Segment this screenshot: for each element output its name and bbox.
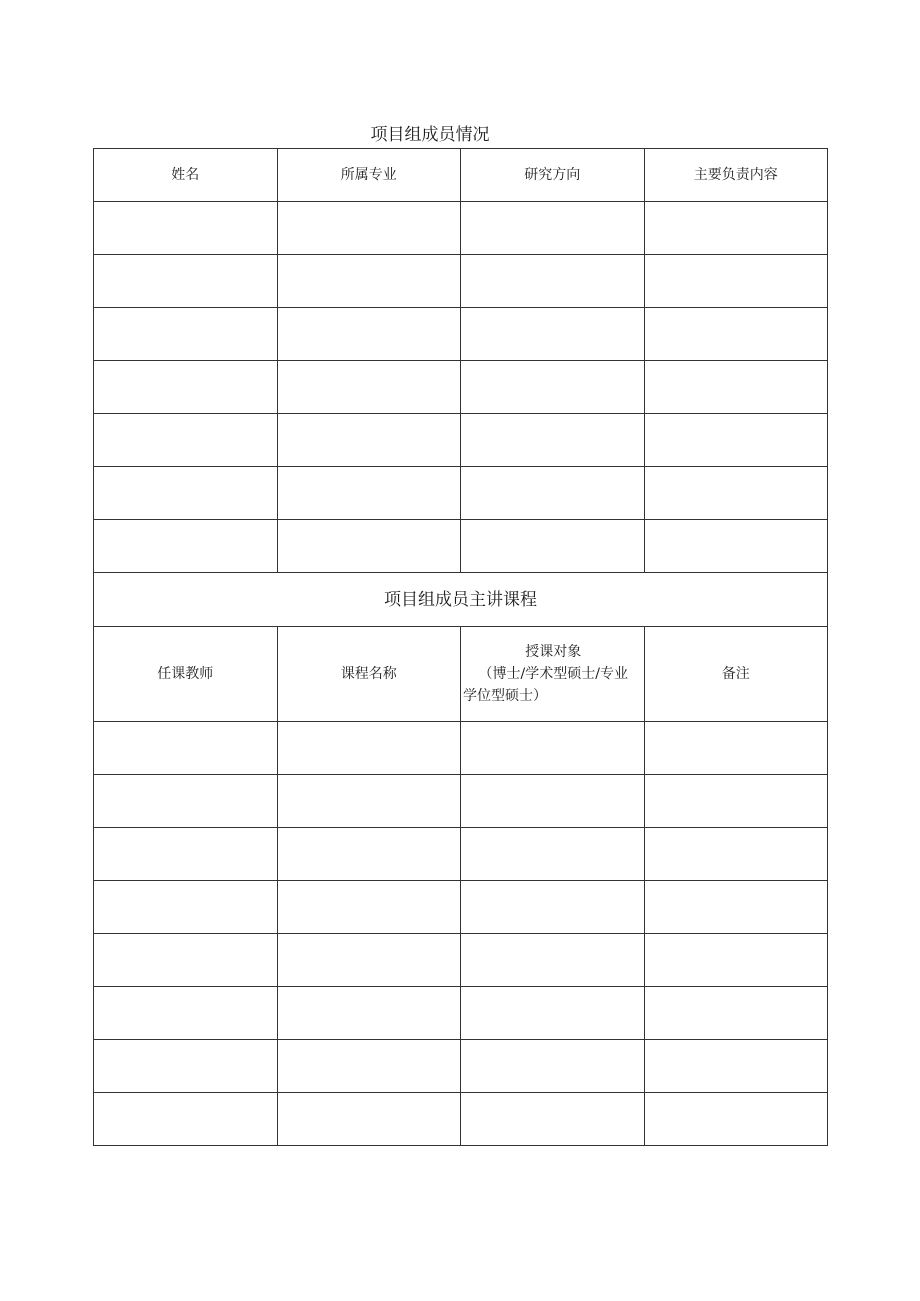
member-name-cell[interactable] <box>94 255 278 308</box>
member-major-cell[interactable] <box>277 467 461 520</box>
course-name-cell[interactable] <box>277 881 461 934</box>
member-research-cell[interactable] <box>461 308 645 361</box>
table-row <box>94 414 828 467</box>
member-major-cell[interactable] <box>277 520 461 573</box>
course-audience-cell[interactable] <box>461 722 645 775</box>
header-name: 姓名 <box>94 149 278 202</box>
member-responsibility-cell[interactable] <box>644 414 828 467</box>
header-research-direction: 研究方向 <box>461 149 645 202</box>
course-audience-cell[interactable] <box>461 1093 645 1146</box>
table-row <box>94 881 828 934</box>
member-responsibility-cell[interactable] <box>644 202 828 255</box>
courses-section-title: 项目组成员主讲课程 <box>94 573 828 627</box>
course-audience-cell[interactable] <box>461 1040 645 1093</box>
course-remarks-cell[interactable] <box>644 1040 828 1093</box>
member-major-cell[interactable] <box>277 308 461 361</box>
header-teacher: 任课教师 <box>94 627 278 722</box>
member-research-cell[interactable] <box>461 361 645 414</box>
course-teacher-cell[interactable] <box>94 775 278 828</box>
member-research-cell[interactable] <box>461 467 645 520</box>
table-row <box>94 934 828 987</box>
table-row <box>94 520 828 573</box>
member-research-cell[interactable] <box>461 414 645 467</box>
course-name-cell[interactable] <box>277 775 461 828</box>
audience-note-line2: 学位型硕士） <box>463 688 547 704</box>
member-responsibility-cell[interactable] <box>644 255 828 308</box>
member-name-cell[interactable] <box>94 414 278 467</box>
member-responsibility-cell[interactable] <box>644 361 828 414</box>
course-teacher-cell[interactable] <box>94 987 278 1040</box>
table-row <box>94 828 828 881</box>
member-research-cell[interactable] <box>461 202 645 255</box>
member-research-cell[interactable] <box>461 255 645 308</box>
course-remarks-cell[interactable] <box>644 934 828 987</box>
course-audience-cell[interactable] <box>461 828 645 881</box>
course-remarks-cell[interactable] <box>644 775 828 828</box>
course-remarks-cell[interactable] <box>644 1093 828 1146</box>
table-row <box>94 1093 828 1146</box>
table-row <box>94 308 828 361</box>
member-name-cell[interactable] <box>94 361 278 414</box>
member-major-cell[interactable] <box>277 414 461 467</box>
header-course-name: 课程名称 <box>277 627 461 722</box>
course-teacher-cell[interactable] <box>94 934 278 987</box>
course-audience-cell[interactable] <box>461 775 645 828</box>
member-major-cell[interactable] <box>277 361 461 414</box>
courses-header-row <box>94 627 828 722</box>
header-major: 所属专业 <box>277 149 461 202</box>
member-major-cell[interactable] <box>277 202 461 255</box>
member-name-cell[interactable] <box>94 308 278 361</box>
course-audience-cell[interactable] <box>461 987 645 1040</box>
members-header-row <box>94 149 828 202</box>
header-audience <box>461 627 645 722</box>
member-research-cell[interactable] <box>461 520 645 573</box>
course-remarks-cell[interactable] <box>644 987 828 1040</box>
course-teacher-cell[interactable] <box>94 722 278 775</box>
course-name-cell[interactable] <box>277 987 461 1040</box>
header-remarks: 备注 <box>644 627 828 722</box>
course-name-cell[interactable] <box>277 1093 461 1146</box>
member-name-cell[interactable] <box>94 520 278 573</box>
course-name-cell[interactable] <box>277 934 461 987</box>
header-responsibility: 主要负责内容 <box>644 149 828 202</box>
table-row <box>94 467 828 520</box>
table-row <box>94 361 828 414</box>
table-row <box>94 202 828 255</box>
audience-note-line1: （博士/学术型硕士/专业 <box>478 666 628 682</box>
course-remarks-cell[interactable] <box>644 722 828 775</box>
table-row <box>94 722 828 775</box>
course-name-cell[interactable] <box>277 722 461 775</box>
table-row <box>94 987 828 1040</box>
audience-header-label: 授课对象 <box>525 644 582 660</box>
table-row <box>94 1040 828 1093</box>
course-name-cell[interactable] <box>277 1040 461 1093</box>
member-name-cell[interactable] <box>94 467 278 520</box>
members-and-courses-table <box>93 148 828 1146</box>
course-teacher-cell[interactable] <box>94 1093 278 1146</box>
page-title: 项目组成员情况 <box>370 125 490 145</box>
member-responsibility-cell[interactable] <box>644 520 828 573</box>
course-teacher-cell[interactable] <box>94 881 278 934</box>
member-major-cell[interactable] <box>277 255 461 308</box>
course-audience-cell[interactable] <box>461 881 645 934</box>
table-row <box>94 255 828 308</box>
course-teacher-cell[interactable] <box>94 828 278 881</box>
course-audience-cell[interactable] <box>461 934 645 987</box>
course-remarks-cell[interactable] <box>644 828 828 881</box>
courses-section-row <box>94 573 828 627</box>
member-name-cell[interactable] <box>94 202 278 255</box>
member-responsibility-cell[interactable] <box>644 467 828 520</box>
course-remarks-cell[interactable] <box>644 881 828 934</box>
audience-header-block <box>461 641 644 707</box>
course-name-cell[interactable] <box>277 828 461 881</box>
table-row <box>94 775 828 828</box>
course-teacher-cell[interactable] <box>94 1040 278 1093</box>
member-responsibility-cell[interactable] <box>644 308 828 361</box>
